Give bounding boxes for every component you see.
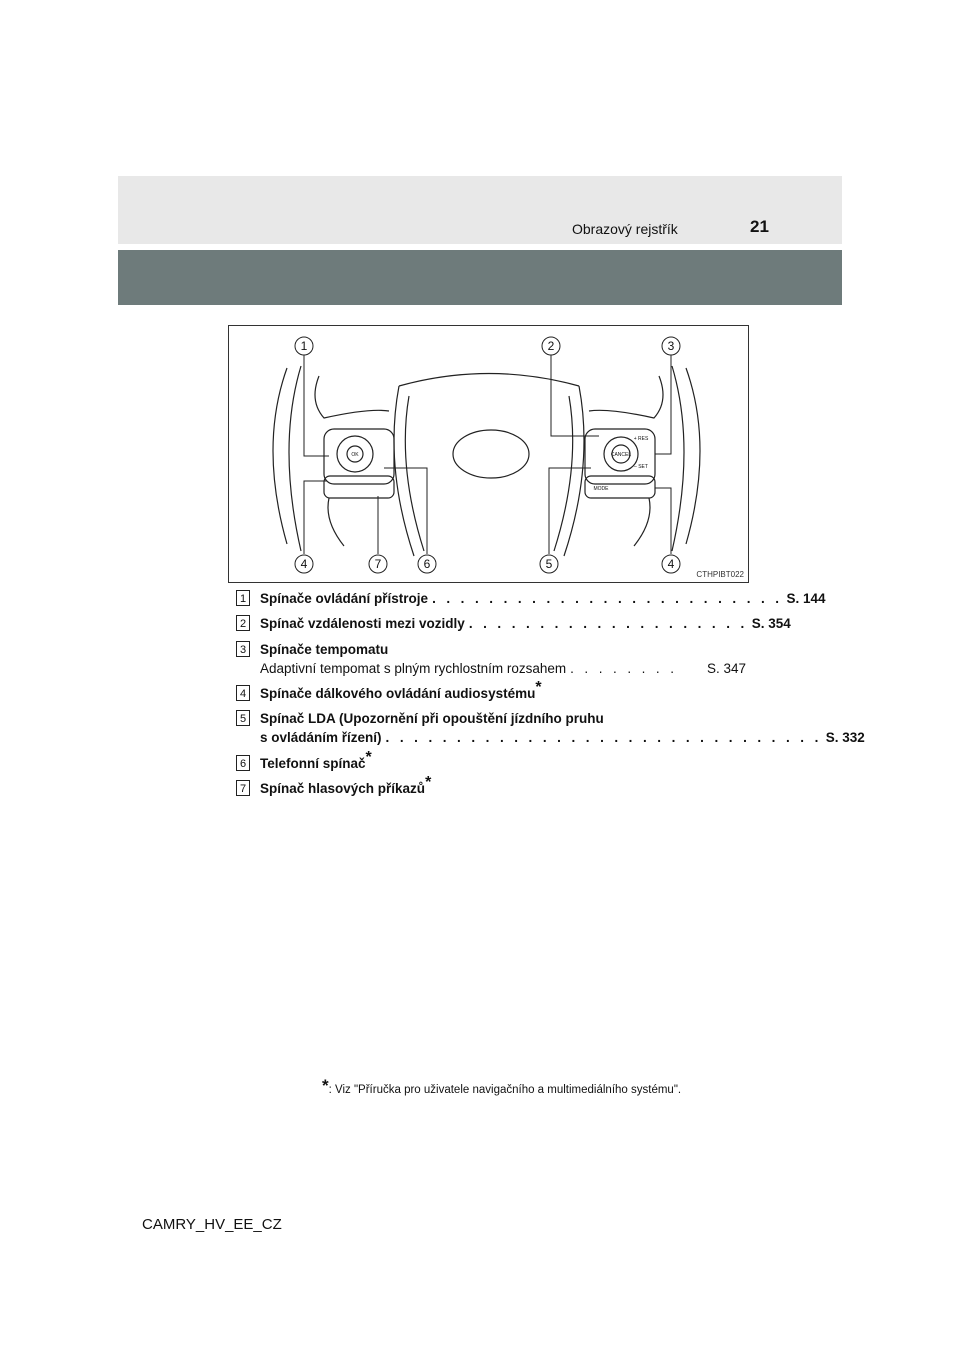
footnote-star: *: [535, 679, 542, 696]
item-page-ref: S. 354: [751, 616, 791, 631]
footnote-text: : Viz "Příručka pro uživatele navigačního a multimediálního systému".: [328, 1084, 682, 1096]
callout-4-right: 4: [667, 557, 675, 571]
footnote-star: *: [425, 774, 432, 791]
item-leader-dots: . . . . . . . . . . . . . . . . . . . .: [468, 616, 748, 631]
callout-2: 2: [547, 339, 555, 353]
ok-button-label: OK: [351, 452, 359, 458]
callout-5: 5: [545, 557, 553, 571]
item-leader-dots: . . . . . . . . . . . . . . . . . . . . . . . . . . . . . . .: [385, 730, 822, 745]
res-button-label: + RES: [633, 436, 649, 442]
wheel-logo: [453, 430, 529, 478]
item-number: 7: [236, 780, 250, 796]
item-number: 5: [236, 710, 250, 726]
document-code: CAMRY_HV_EE_CZ: [142, 1216, 282, 1233]
section-band: [118, 250, 842, 305]
steering-wheel-illustration: [229, 326, 750, 584]
item-number: 2: [236, 615, 250, 631]
item-leader-dots: . . . . . . . .: [570, 661, 678, 676]
callout-1: 1: [300, 339, 308, 353]
item-page-ref: S. 332: [825, 730, 865, 745]
item-page-ref: S. 144: [786, 591, 826, 606]
item-label: Spínače ovládání přístroje: [260, 591, 429, 606]
wheel-rim-left: [273, 368, 287, 544]
wheel-rim-left-inner: [289, 366, 301, 551]
item-leader-dots: . . . . . . . . . . . . . . . . . . . . . . . . .: [432, 591, 783, 606]
item-label: Spínače dálkového ovládání audiosystému: [260, 686, 536, 701]
wheel-rim-right: [686, 368, 700, 544]
page-header-title: Obrazový rejstřík: [572, 221, 678, 237]
cancel-button-label: CANCEL: [610, 452, 632, 458]
item-label: Spínač vzdálenosti mezi vozidly: [260, 616, 465, 631]
figure-code: CTHPIBT022: [696, 570, 744, 579]
callout-3: 3: [667, 339, 675, 353]
steering-wheel-figure: [228, 325, 749, 583]
footnote-star: *: [365, 749, 372, 766]
item-number: 3: [236, 641, 250, 657]
item-number: 6: [236, 755, 250, 771]
item-number: 4: [236, 685, 250, 701]
wheel-rim-right-inner: [672, 366, 684, 551]
item-label: Spínače tempomatu: [260, 642, 389, 657]
callout-6: 6: [423, 557, 431, 571]
item-number: 1: [236, 590, 250, 606]
item-sub-label: Adaptivní tempomat s plným rychlostním rozsahem: [260, 661, 567, 676]
item-label: Spínač LDA (Upozornění při opouštění jízdního pruhu: [260, 711, 604, 726]
item-page-ref: S. 347: [706, 661, 746, 676]
item-label: Telefonní spínač: [260, 756, 366, 771]
page-number: 21: [750, 217, 769, 236]
item-label: Spínač hlasových příkazů: [260, 781, 426, 796]
callout-4-left: 4: [300, 557, 308, 571]
callout-7: 7: [374, 557, 382, 571]
header-band: [118, 176, 842, 244]
item-label-line-2: s ovládáním řízení): [260, 730, 382, 745]
footnote-star: *: [322, 1076, 329, 1095]
footnote: [322, 1076, 681, 1096]
mode-button-label: MODE: [593, 486, 609, 492]
set-button-label: – SET: [634, 464, 648, 470]
